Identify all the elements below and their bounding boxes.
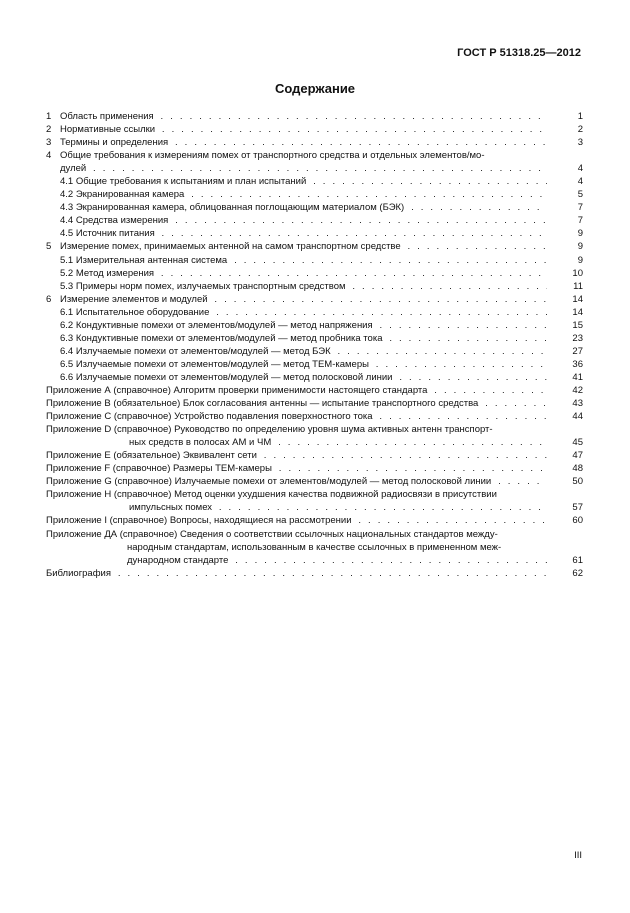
toc-entry[interactable] xyxy=(46,345,583,358)
toc-entry[interactable] xyxy=(46,423,583,436)
toc-page-number: 41 xyxy=(572,371,583,383)
toc-entry-content xyxy=(46,554,547,567)
toc-page-number: 4 xyxy=(577,176,583,188)
table-of-contents xyxy=(46,110,583,580)
toc-page-number: 45 xyxy=(572,437,583,449)
toc-entry-title: 4.1 Общие требования к испытаниям и план испытаний xyxy=(60,176,307,188)
toc-page-number: 9 xyxy=(577,254,583,266)
toc-entry-title: народным стандартам, использованным в качестве ссылочных в примененном меж- xyxy=(127,541,502,553)
toc-entry[interactable] xyxy=(46,462,583,475)
toc-page-number: 42 xyxy=(572,384,583,396)
toc-entry-title: Нормативные ссылки xyxy=(60,124,156,136)
toc-entry[interactable] xyxy=(46,514,583,527)
toc-entry-title: Приложение Н (справочное) Метод оценки ухудшения качества подвижной радиосвязи в присутствии xyxy=(46,489,497,501)
toc-entry-title: 6.6 Излучаемые помехи от элементов/модулей — метод полосковой линии xyxy=(60,371,393,383)
toc-entry-title: импульсных помех xyxy=(129,502,213,514)
toc-section-number: 5 xyxy=(46,241,52,253)
toc-page-number: 48 xyxy=(572,463,583,475)
toc-entry-title: Приложение ДА (справочное) Сведения о соответствии ссылочных национальных стандартов между- xyxy=(46,528,498,540)
toc-entry-content xyxy=(46,254,547,267)
toc-entry-title: Термины и определения xyxy=(60,137,169,149)
toc-page-number: 43 xyxy=(572,398,583,410)
toc-entry[interactable] xyxy=(46,410,583,423)
toc-entry[interactable] xyxy=(46,188,583,201)
toc-entry-title: 4.4 Средства измерения xyxy=(60,215,169,227)
toc-entry-title: Приложение D (справочное) Руководство по определению уровня шума активных антенн транспорт- xyxy=(46,424,493,436)
toc-entry-content xyxy=(46,280,547,293)
toc-entry-content xyxy=(46,110,547,123)
toc-entry-content xyxy=(46,214,547,227)
toc-page-number: 4 xyxy=(577,163,583,175)
toc-entry-content xyxy=(46,267,547,280)
toc-page-number: 3 xyxy=(577,137,583,149)
toc-entry-content xyxy=(46,306,547,319)
toc-page-number: 44 xyxy=(572,411,583,423)
toc-entry-content xyxy=(46,541,547,554)
toc-entry-title: 6.3 Кондуктивные помехи от элементов/модулей — метод пробника тока xyxy=(60,332,383,344)
toc-entry-title: 5.2 Метод измерения xyxy=(60,267,155,279)
toc-entry[interactable] xyxy=(46,319,583,332)
toc-entry[interactable] xyxy=(46,554,583,567)
toc-entry[interactable] xyxy=(46,123,583,136)
toc-entry[interactable] xyxy=(46,201,583,214)
toc-entry-content xyxy=(46,201,547,214)
toc-entry-content xyxy=(46,240,547,253)
toc-entry-content xyxy=(46,514,547,527)
toc-entry[interactable] xyxy=(46,149,583,162)
toc-entry[interactable] xyxy=(46,501,583,514)
toc-entry[interactable] xyxy=(46,332,583,345)
toc-entry-content xyxy=(46,123,547,136)
toc-page-number: 5 xyxy=(577,189,583,201)
toc-entry-title: Измерение помех, принимаемых антенной на самом транспортном средстве xyxy=(60,241,401,253)
toc-entry-title: Приложение I (справочное) Вопросы, находящиеся на рассмотрении xyxy=(46,515,352,527)
toc-entry[interactable] xyxy=(46,175,583,188)
toc-entry[interactable] xyxy=(46,110,583,123)
toc-entry-content xyxy=(46,488,547,501)
toc-entry-content xyxy=(46,475,547,488)
toc-entry-title: 6.4 Излучаемые помехи от элементов/модулей — метод БЭК xyxy=(60,345,331,357)
toc-entry-content xyxy=(46,162,547,175)
toc-entry[interactable] xyxy=(46,475,583,488)
toc-page-number: 9 xyxy=(577,241,583,253)
toc-entry-content xyxy=(46,423,547,436)
toc-entry-content xyxy=(46,293,547,306)
toc-section-number: 1 xyxy=(46,111,52,122)
toc-page-number: 60 xyxy=(572,515,583,527)
toc-entry[interactable] xyxy=(46,436,583,449)
toc-entry[interactable] xyxy=(46,488,583,501)
toc-page-number: 15 xyxy=(572,319,583,331)
toc-entry-content xyxy=(46,449,547,462)
toc-section-number: 2 xyxy=(46,124,52,136)
toc-page-number: 1 xyxy=(577,111,583,122)
toc-section-number: 6 xyxy=(46,293,52,305)
toc-entry-content xyxy=(46,528,547,541)
toc-page-number: 10 xyxy=(572,267,583,279)
toc-entry-title: дулей xyxy=(60,163,87,175)
toc-entry-title: 6.1 Испытательное оборудование xyxy=(60,306,210,318)
toc-entry-content xyxy=(46,227,547,240)
toc-entry-content xyxy=(46,567,547,580)
toc-section-number: 3 xyxy=(46,137,52,149)
toc-entry[interactable] xyxy=(46,306,583,319)
toc-entry[interactable] xyxy=(46,449,583,462)
toc-entry-title: 6.2 Кондуктивные помехи от элементов/модулей — метод напряжения xyxy=(60,319,373,331)
toc-entry-title: Приложение А (справочное) Алгоритм проверки применимости настоящего стандарта xyxy=(46,384,428,396)
toc-entry-title: Область применения xyxy=(60,111,154,122)
toc-entry-title: 4.5 Источник питания xyxy=(60,228,155,240)
toc-entry-title: Приложение F (справочное) Размеры ТЕМ-камеры xyxy=(46,463,272,475)
document-id: ГОСТ Р 51318.25—2012 xyxy=(457,47,581,59)
toc-entry-title: 5.1 Измерительная антенная система xyxy=(60,254,228,266)
toc-entry-content xyxy=(46,410,547,423)
toc-entry-content xyxy=(46,384,547,397)
toc-entry-title: дународном стандарте xyxy=(127,554,229,566)
toc-entry-content xyxy=(46,462,547,475)
toc-entry[interactable] xyxy=(46,254,583,267)
toc-page-number: 23 xyxy=(572,332,583,344)
toc-entry-content xyxy=(46,136,547,149)
toc-entry[interactable] xyxy=(46,371,583,384)
toc-entry-content xyxy=(46,397,547,410)
toc-entry-title: Приложение Е (обязательное) Эквивалент сети xyxy=(46,450,257,462)
toc-entry[interactable] xyxy=(46,397,583,410)
toc-page-number: 7 xyxy=(577,215,583,227)
toc-entry[interactable] xyxy=(46,267,583,280)
toc-entry-title: Приложение G (справочное) Излучаемые помехи от элементов/модулей — метод полосковой линии xyxy=(46,476,492,488)
toc-entry[interactable] xyxy=(46,541,583,554)
toc-page-number: 14 xyxy=(572,293,583,305)
toc-entry[interactable] xyxy=(46,214,583,227)
toc-entry-title: ных средств в полосах АМ и ЧМ xyxy=(129,437,272,449)
toc-page-number: 62 xyxy=(572,567,583,579)
toc-entry-title: 5.3 Примеры норм помех, излучаемых транспортным средством xyxy=(60,280,346,292)
toc-entry-title: Общие требования к измерениям помех от транспортного средства и отдельных элементов/мо- xyxy=(60,150,485,162)
toc-page-number: 36 xyxy=(572,358,583,370)
toc-page-number: 7 xyxy=(577,202,583,214)
toc-entry-content xyxy=(46,371,547,384)
toc-entry-content xyxy=(46,188,547,201)
toc-entry[interactable] xyxy=(46,528,583,541)
toc-entry[interactable] xyxy=(46,567,583,580)
toc-entry-content xyxy=(46,436,547,449)
toc-page-number: 47 xyxy=(572,450,583,462)
toc-page-number: 57 xyxy=(572,502,583,514)
toc-entry-content xyxy=(46,501,547,514)
toc-entry-title: Приложение С (справочное) Устройство подавления поверхностного тока xyxy=(46,411,373,423)
toc-entry-title: Приложение В (обязательное) Блок согласования антенны — испытание транспортного средства xyxy=(46,398,479,410)
toc-entry-content xyxy=(46,319,547,332)
toc-page-number: 2 xyxy=(577,124,583,136)
page-title: Содержание xyxy=(274,81,356,96)
toc-entry-content xyxy=(46,175,547,188)
toc-entry[interactable] xyxy=(46,136,583,149)
toc-page-number: 14 xyxy=(572,306,583,318)
toc-entry[interactable] xyxy=(46,280,583,293)
page-number: III xyxy=(574,850,582,861)
toc-entry-title: Библиография xyxy=(46,567,111,579)
toc-entry[interactable] xyxy=(46,162,583,175)
toc-page-number: 11 xyxy=(573,280,583,292)
toc-page-number: 9 xyxy=(577,228,583,240)
toc-entry[interactable] xyxy=(46,384,583,397)
toc-entry-content xyxy=(46,332,547,345)
toc-entry-title: Измерение элементов и модулей xyxy=(60,293,208,305)
toc-page-number: 27 xyxy=(572,345,583,357)
toc-entry-content xyxy=(46,345,547,358)
toc-entry-title: 4.2 Экранированная камера xyxy=(60,189,185,201)
toc-entry-title: 6.5 Излучаемые помехи от элементов/модулей — метод ТЕМ-камеры xyxy=(60,358,369,370)
toc-entry[interactable] xyxy=(46,293,583,306)
toc-entry-content xyxy=(46,358,547,371)
toc-section-number: 4 xyxy=(46,150,52,162)
toc-entry-title: 4.3 Экранированная камера, облицованная поглощающим материалом (БЭК) xyxy=(60,202,405,214)
toc-entry[interactable] xyxy=(46,240,583,253)
toc-entry[interactable] xyxy=(46,358,583,371)
toc-entry[interactable] xyxy=(46,227,583,240)
toc-page-number: 61 xyxy=(572,554,583,566)
toc-entry-content xyxy=(46,149,547,162)
toc-page-number: 50 xyxy=(572,476,583,488)
